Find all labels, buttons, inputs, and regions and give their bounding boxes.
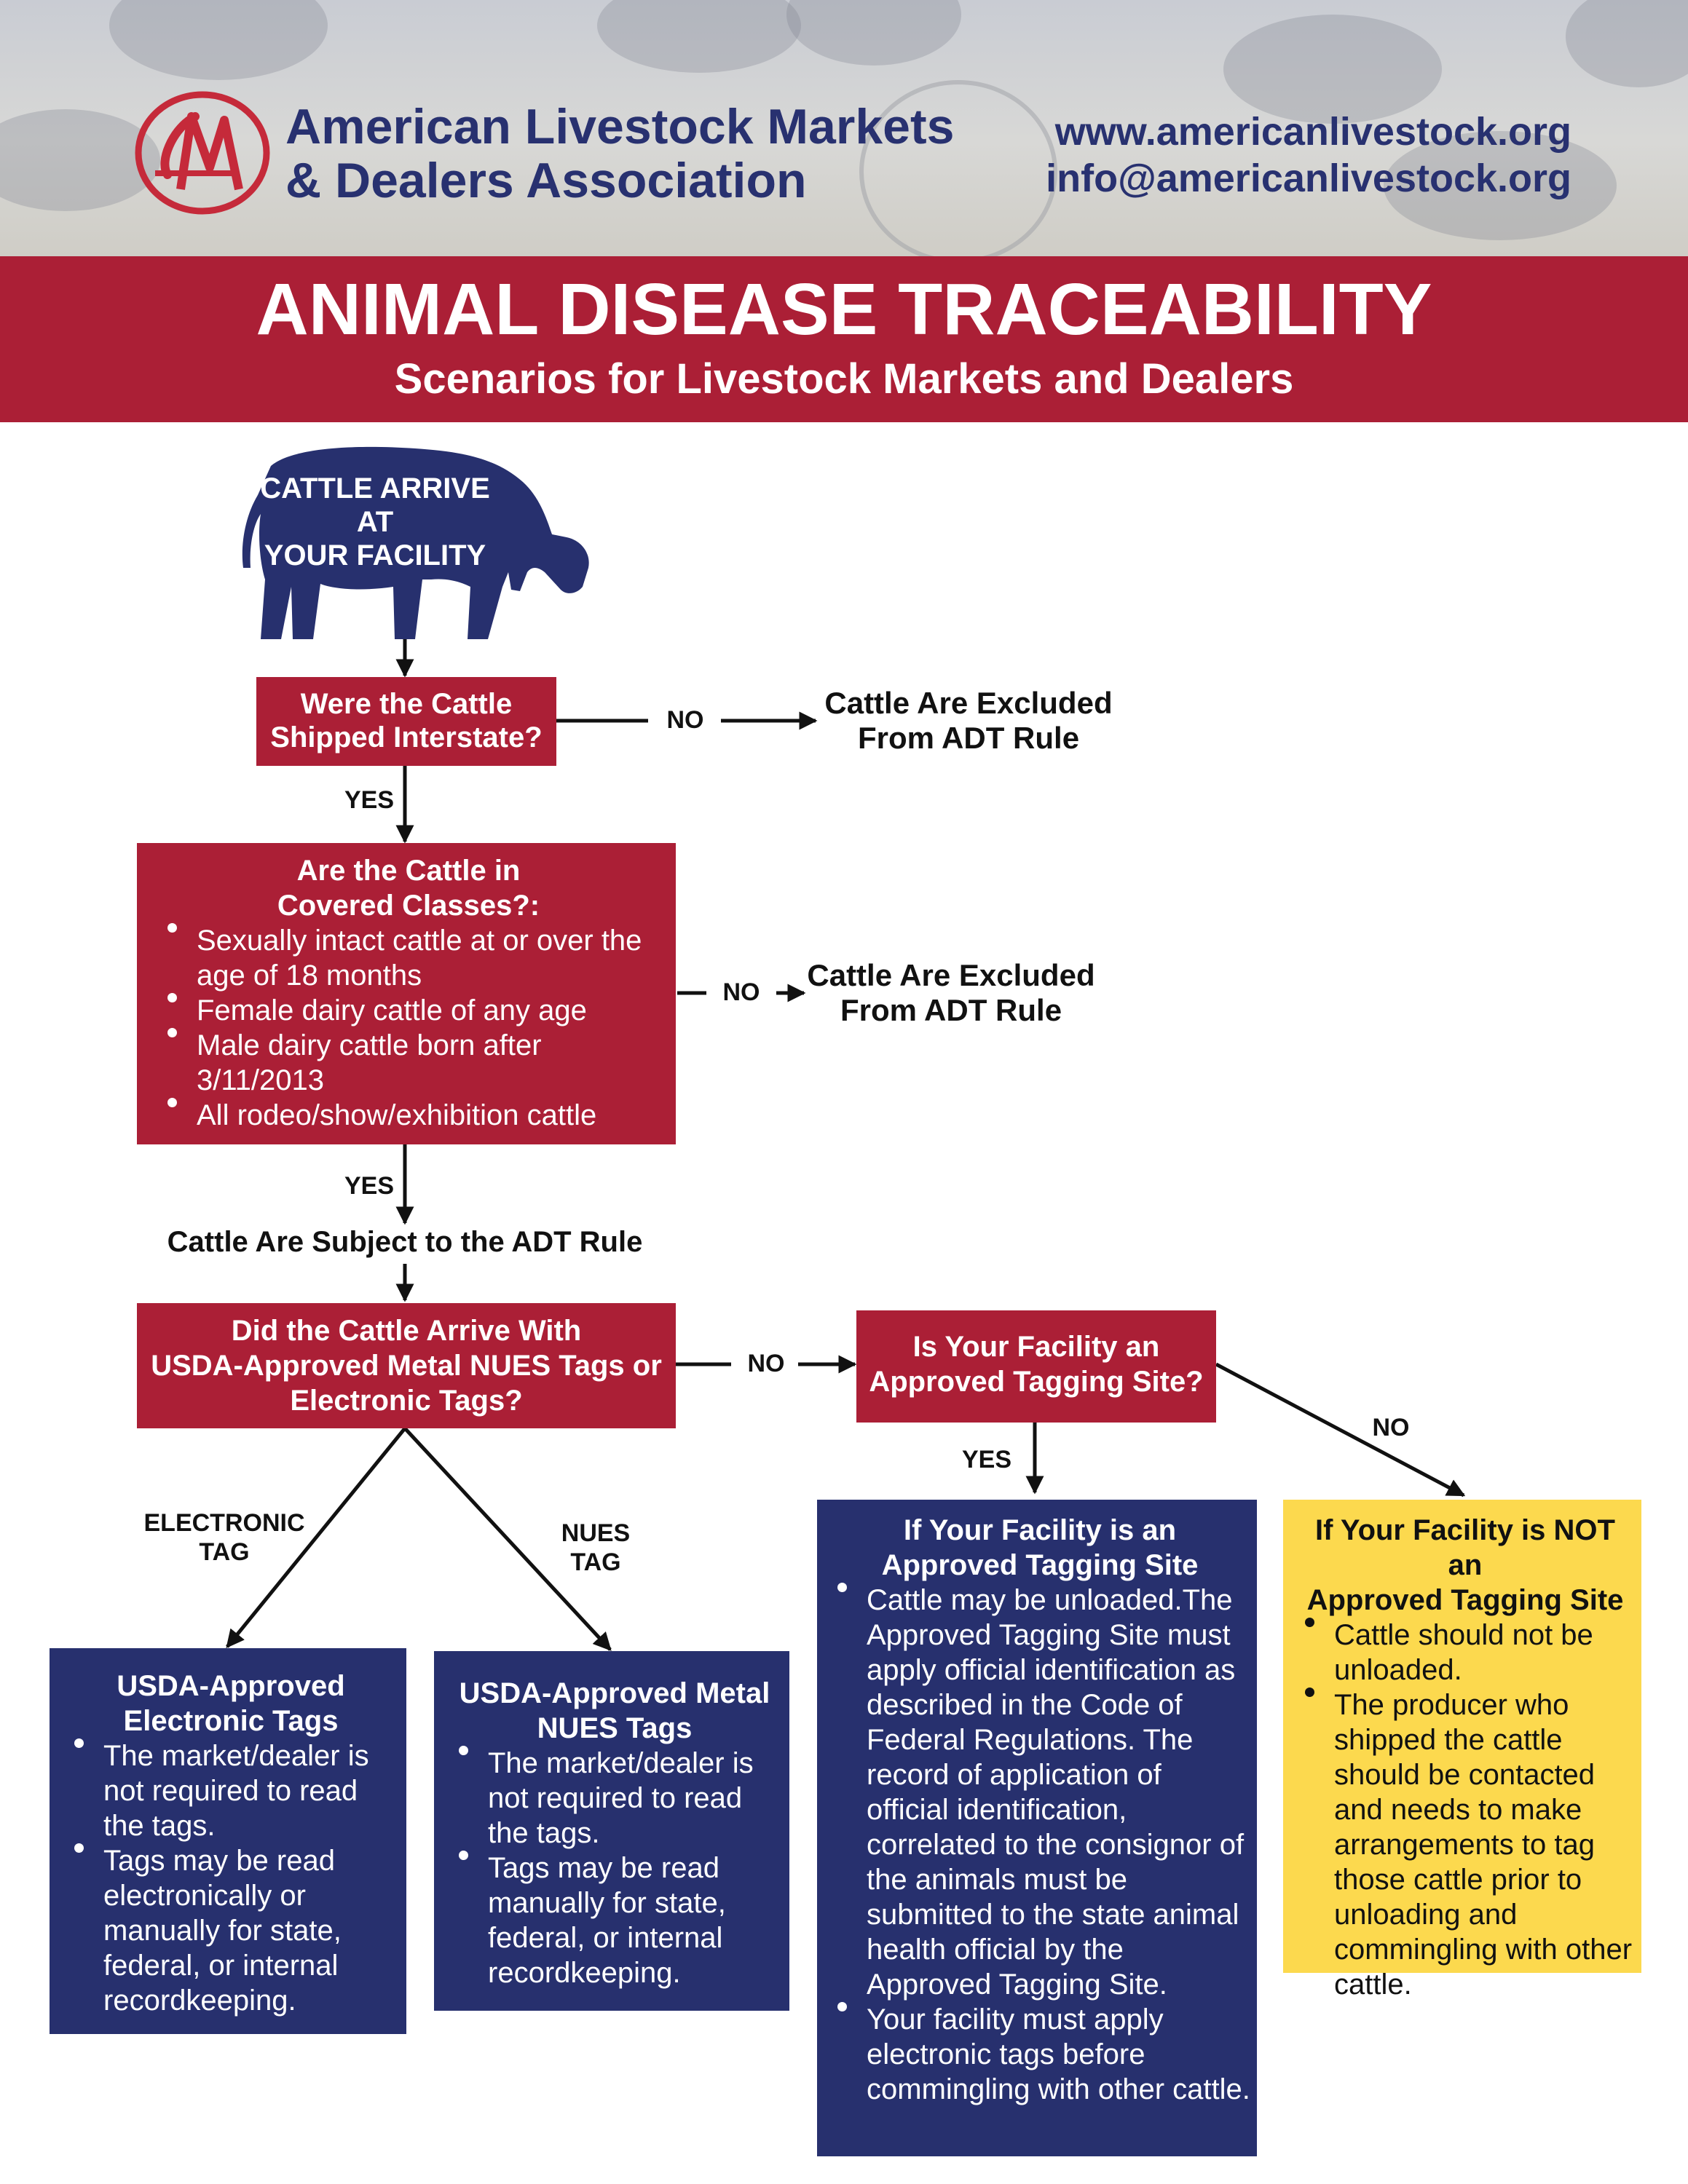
- excluded-result-2: [784, 958, 1119, 1028]
- question-approved-tagging-site: [856, 1310, 1216, 1423]
- list-item: Female dairy cattle of any age: [159, 993, 658, 1028]
- not-approved-box-title-line2: Approved Tagging Site: [1306, 1584, 1624, 1616]
- start-node: [255, 472, 495, 572]
- org-name-line2: & Dealers Association: [285, 153, 807, 208]
- q3-line3: Electronic Tags?: [290, 1385, 523, 1417]
- nues-label-line1: NUES: [561, 1519, 631, 1547]
- page-title: ANIMAL DISEASE TRACEABILITY: [256, 269, 1432, 350]
- approved-box-title-line1: If Your Facility is an: [903, 1514, 1177, 1546]
- excluded-1-line1: Cattle Are Excluded: [824, 686, 1113, 720]
- not-approved-box-title-line1: If Your Facility is NOT an: [1315, 1514, 1615, 1581]
- list-item: Cattle should not be unloaded.: [1296, 1618, 1634, 1688]
- list-item: Your facility must apply electronic tags before commingling with other cattle.: [829, 2002, 1251, 2107]
- not-approved-site-list: [1296, 1618, 1634, 2002]
- approved-site-box: [817, 1500, 1257, 2156]
- nues-tags-list: [450, 1746, 779, 1990]
- excluded-1-line2: From ADT Rule: [857, 721, 1080, 755]
- excluded-2-line1: Cattle Are Excluded: [807, 958, 1095, 992]
- start-line1: CATTLE ARRIVE AT: [260, 472, 490, 538]
- nues-label-line2: TAG: [570, 1548, 621, 1576]
- list-item: The producer who shipped the cattle should be contacted and needs to make arrangements to tag those cattle prior to unloading and commingling with other cattle.: [1296, 1688, 1634, 2002]
- arrow-q4-no: [1216, 1364, 1464, 1495]
- q4-yes-label: YES: [961, 1446, 1012, 1473]
- list-item: The market/dealer is not required to read the tags.: [66, 1738, 396, 1843]
- q1-line2: Shipped Interstate?: [270, 721, 543, 753]
- electronic-tags-list: [66, 1738, 396, 2018]
- nues-tag-label: [523, 1519, 669, 1577]
- question-covered-classes: [137, 843, 676, 1144]
- website-link[interactable]: www.americanlivestock.org: [1054, 110, 1571, 154]
- question-arrived-with-tags: [137, 1303, 676, 1428]
- q4-no-label: NO: [1372, 1414, 1410, 1441]
- not-approved-site-box: [1283, 1500, 1641, 2001]
- excluded-2-line2: From ADT Rule: [840, 993, 1062, 1027]
- approved-box-title-line2: Approved Tagging Site: [881, 1549, 1199, 1581]
- list-item: Male dairy cattle born after 3/11/2013: [159, 1028, 658, 1098]
- electronic-tags-box: [50, 1648, 406, 2034]
- q1-no-label: NO: [666, 706, 704, 734]
- approved-site-list: [829, 1583, 1251, 2107]
- excluded-result-1: [801, 686, 1136, 756]
- start-line2: YOUR FACILITY: [264, 539, 486, 571]
- nues-box-title-line2: NUES Tags: [537, 1712, 693, 1744]
- q2-title-line2: Covered Classes?:: [277, 890, 540, 922]
- nues-tags-box: [434, 1651, 789, 2011]
- list-item: Tags may be read electronically or manually for state, federal, or internal recordkeeping.: [66, 1843, 396, 2018]
- q2-no-label: NO: [722, 978, 760, 1006]
- list-item: Cattle may be unloaded.The Approved Tagging Site must apply official identification as described in the Code of Federal Regulations. The record of application of official identification, correlated to the consignor of the animals must be submitted to the state animal health official by the Approved Tagging Site.: [829, 1583, 1251, 2002]
- page-subtitle: Scenarios for Livestock Markets and Dealers: [394, 355, 1294, 403]
- q3-no-label: NO: [747, 1350, 785, 1377]
- list-item: Sexually intact cattle at or over the age of 18 months: [159, 923, 658, 993]
- email-link[interactable]: info@americanlivestock.org: [1046, 157, 1571, 200]
- q4-line1: Is Your Facility an: [912, 1331, 1160, 1363]
- q2-yes-label: YES: [344, 1172, 395, 1200]
- q2-title-line1: Are the Cattle in: [296, 855, 521, 887]
- electronic-label-line1: ELECTRONIC: [143, 1509, 305, 1537]
- covered-classes-list: [159, 923, 658, 1133]
- electronic-label-line2: TAG: [199, 1538, 250, 1566]
- q4-line2: Approved Tagging Site?: [869, 1366, 1204, 1398]
- electronic-tag-label: [109, 1508, 339, 1567]
- list-item: Tags may be read manually for state, federal, or internal recordkeeping.: [450, 1851, 779, 1990]
- question-shipped-interstate: [256, 677, 556, 766]
- q3-line1: Did the Cattle Arrive With: [231, 1315, 582, 1347]
- org-name-line1: American Livestock Markets: [285, 99, 955, 154]
- electronic-box-title-line2: Electronic Tags: [123, 1705, 339, 1737]
- subject-to-rule-text: Cattle Are Subject to the ADT Rule: [167, 1226, 643, 1258]
- nues-box-title-line1: USDA-Approved Metal: [459, 1677, 770, 1709]
- list-item: All rodeo/show/exhibition cattle: [159, 1098, 658, 1133]
- q1-line1: Were the Cattle: [300, 688, 513, 720]
- electronic-box-title-line1: USDA-Approved: [117, 1670, 345, 1702]
- q1-yes-label: YES: [344, 786, 395, 814]
- list-item: The market/dealer is not required to read the tags.: [450, 1746, 779, 1851]
- q3-line2: USDA-Approved Metal NUES Tags or: [151, 1350, 662, 1382]
